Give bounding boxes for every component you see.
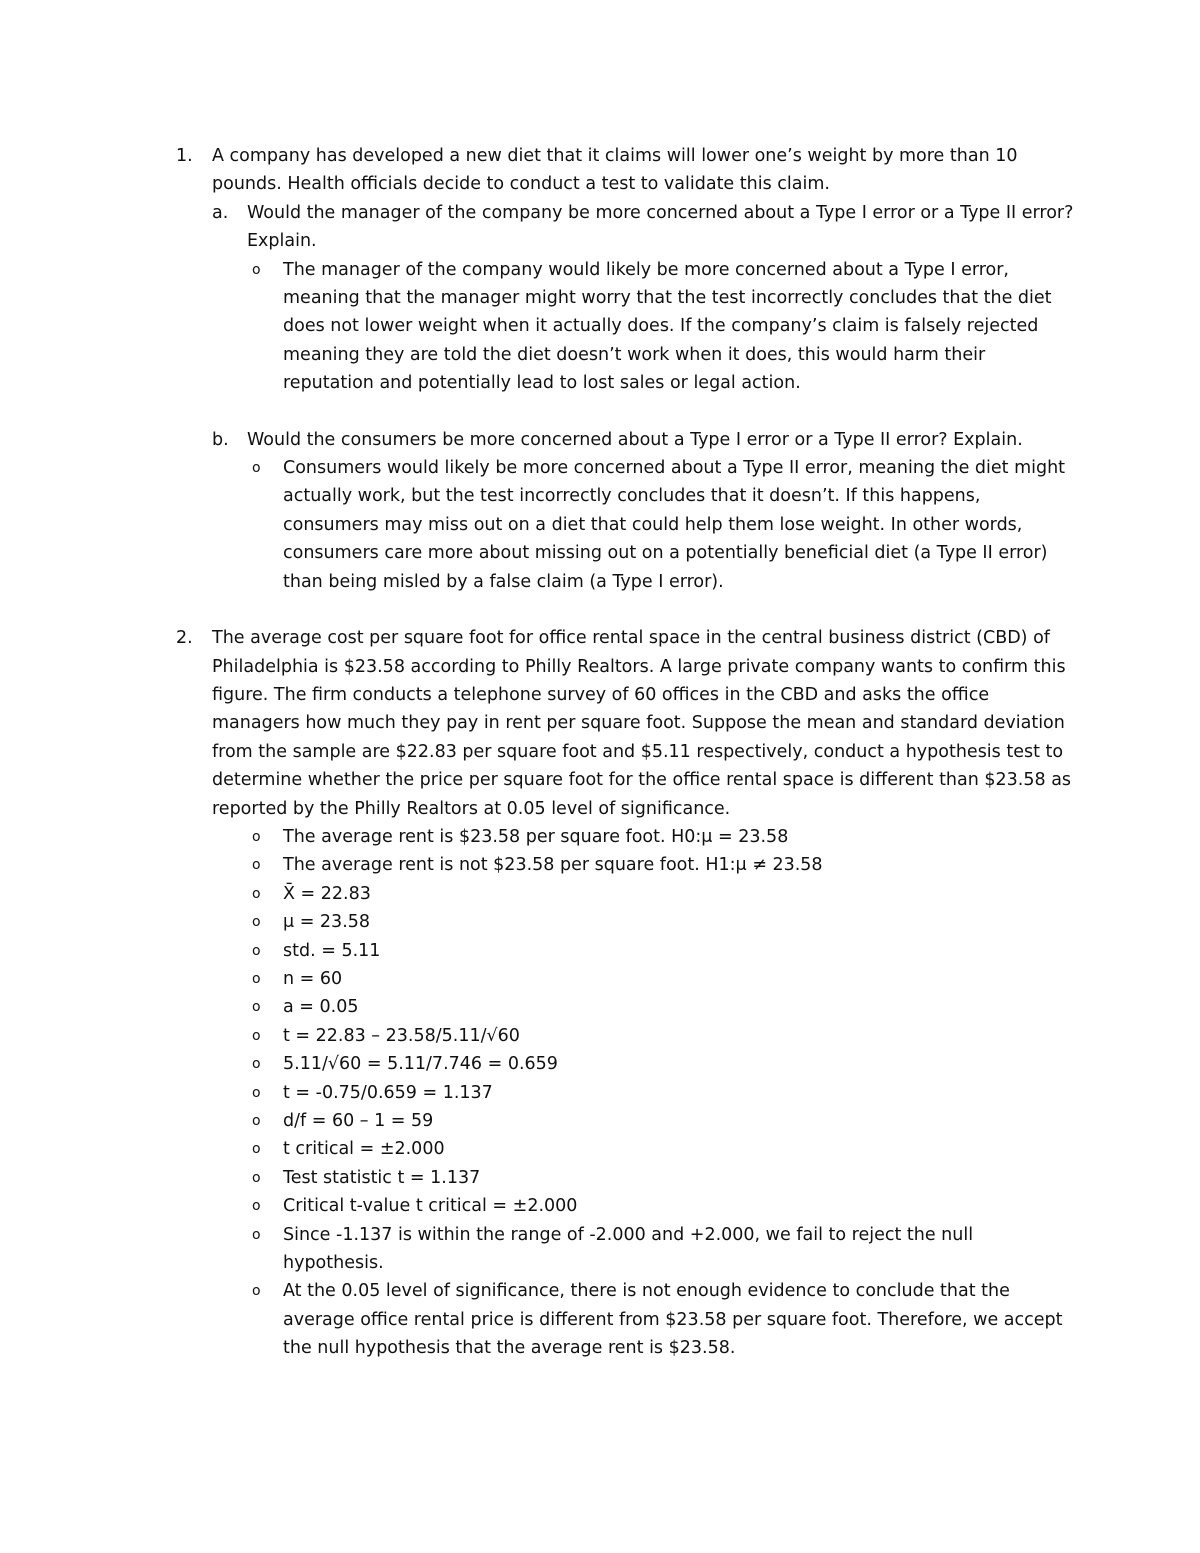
bullet-icon: o [252, 999, 261, 1016]
bullet-text: Since -1.137 is within the range of -2.000 and +2.000, we fail to reject the null hypothesis. [283, 1224, 974, 1274]
subquestion-marker: a. [212, 202, 229, 223]
bullet-icon: o [252, 970, 261, 987]
bullet-icon: o [252, 1141, 261, 1158]
bullet-icon: o [252, 1169, 261, 1186]
question-number: 1. [176, 146, 193, 166]
bullet-item [176, 880, 1076, 908]
bullet-item [176, 1107, 1076, 1135]
bullet-text: std. = 5.11 [283, 940, 381, 961]
answer-1a [176, 256, 1076, 398]
bullet-text: μ = 23.58 [283, 912, 371, 933]
bullet-text: Test statistic t = 1.137 [283, 1167, 481, 1188]
bullet-text: a = 0.05 [283, 997, 359, 1018]
bullet-item [176, 908, 1076, 936]
bullet-item [176, 1079, 1076, 1107]
bullet-text: The average rent is $23.58 per square foot. H0:μ = 23.58 [283, 826, 789, 847]
bullet-text: Critical t-value t critical = ±2.000 [283, 1196, 578, 1217]
bullet-icon: o [252, 261, 261, 278]
subquestion-text: Would the consumers be more concerned about a Type I error or a Type II error? Explain. [247, 429, 1023, 450]
bullet-item [176, 1050, 1076, 1078]
bullet-item [176, 823, 1076, 851]
subquestion-marker: b. [212, 429, 229, 450]
bullet-item [176, 1164, 1076, 1192]
bullet-icon: o [252, 828, 261, 845]
bullet-icon: o [252, 1226, 261, 1243]
bullet-item [176, 1022, 1076, 1050]
bullet-icon: o [252, 942, 261, 959]
bullet-icon: o [252, 914, 261, 931]
question-1b [176, 426, 1076, 454]
question-2 [176, 624, 1076, 823]
bullet-icon: o [252, 460, 261, 477]
bullet-item [176, 1192, 1076, 1220]
bullet-item [176, 1277, 1076, 1362]
bullet-icon: o [252, 1198, 261, 1215]
bullet-text: t = 22.83 – 23.58/5.11/√60 [283, 1025, 520, 1046]
answer-text: Consumers would likely be more concerned about a Type II error, meaning the diet might actually work, but the test incorrectly concludes that it doesn’t. If this happens, consumers may miss out on a diet that could help them lose weight. In other words, consumers care more about missing out on a potentially beneficial diet (a Type II error) than being misled by a false claim (a Type I error). [283, 458, 1066, 592]
bullet-text: X̄ = 22.83 [283, 883, 371, 904]
bullet-text: 5.11/√60 = 5.11/7.746 = 0.659 [283, 1054, 558, 1075]
document-content [176, 142, 1076, 1363]
bullet-icon: o [252, 1084, 261, 1101]
bullet-text: At the 0.05 level of significance, there is not enough evidence to conclude that the average office rental price is different from $23.58 per square foot. Therefore, we accept the null hypothesis that the average rent is $23.58. [283, 1281, 1063, 1359]
question-1a [176, 199, 1076, 256]
question-text: The average cost per square foot for office rental space in the central business district (CBD) of Philadelphia is $23.58 according to Philly Realtors. A large private company wants to confirm this figure. The firm conducts a telephone survey of 60 offices in the CBD and asks the office managers how much they pay in rent per square foot. Suppose the mean and standard deviation from the sample are $22.83 per square foot and $5.11 respectively, conduct a hypothesis test to determine whether the price per square foot for the office rental space is different than $23.58 as reported by the Philly Realtors at 0.05 level of significance. [212, 628, 1072, 819]
bullet-text: The average rent is not $23.58 per square foot. H1:μ ≠ 23.58 [283, 855, 823, 876]
subquestion-text: Would the manager of the company be more concerned about a Type I error or a Type II error? Explain. [247, 202, 1074, 252]
answer-text: The manager of the company would likely be more concerned about a Type I error, meaning that the manager might worry that the test incorrectly concludes that the diet does not lower weight when it actually does. If the company’s claim is falsely rejected meaning they are told the diet doesn’t work when it does, this would harm their reputation and potentially lead to lost sales or legal action. [283, 259, 1052, 394]
bullet-text: t critical = ±2.000 [283, 1139, 445, 1160]
bullet-item [176, 965, 1076, 993]
bullet-text: t = -0.75/0.659 = 1.137 [283, 1082, 493, 1103]
bullet-icon: o [252, 1283, 261, 1300]
answer-1b [176, 454, 1076, 596]
bullet-item [176, 993, 1076, 1021]
question-number: 2. [176, 628, 193, 649]
bullet-item [176, 937, 1076, 965]
bullet-item [176, 1221, 1076, 1278]
bullet-icon: o [252, 1027, 261, 1044]
bullet-item [176, 851, 1076, 879]
question-1 [176, 142, 1076, 199]
bullet-text: d/f = 60 – 1 = 59 [283, 1111, 434, 1131]
bullet-icon: o [252, 1113, 261, 1129]
bullet-text: n = 60 [283, 968, 343, 989]
bullet-item [176, 1135, 1076, 1163]
question-text: A company has developed a new diet that it claims will lower one’s weight by more than 10 pounds. Health officials decide to conduct a test to validate this claim. [212, 146, 1018, 195]
bullet-icon: o [252, 1056, 261, 1073]
bullet-icon: o [252, 885, 261, 902]
bullet-icon: o [252, 857, 261, 874]
